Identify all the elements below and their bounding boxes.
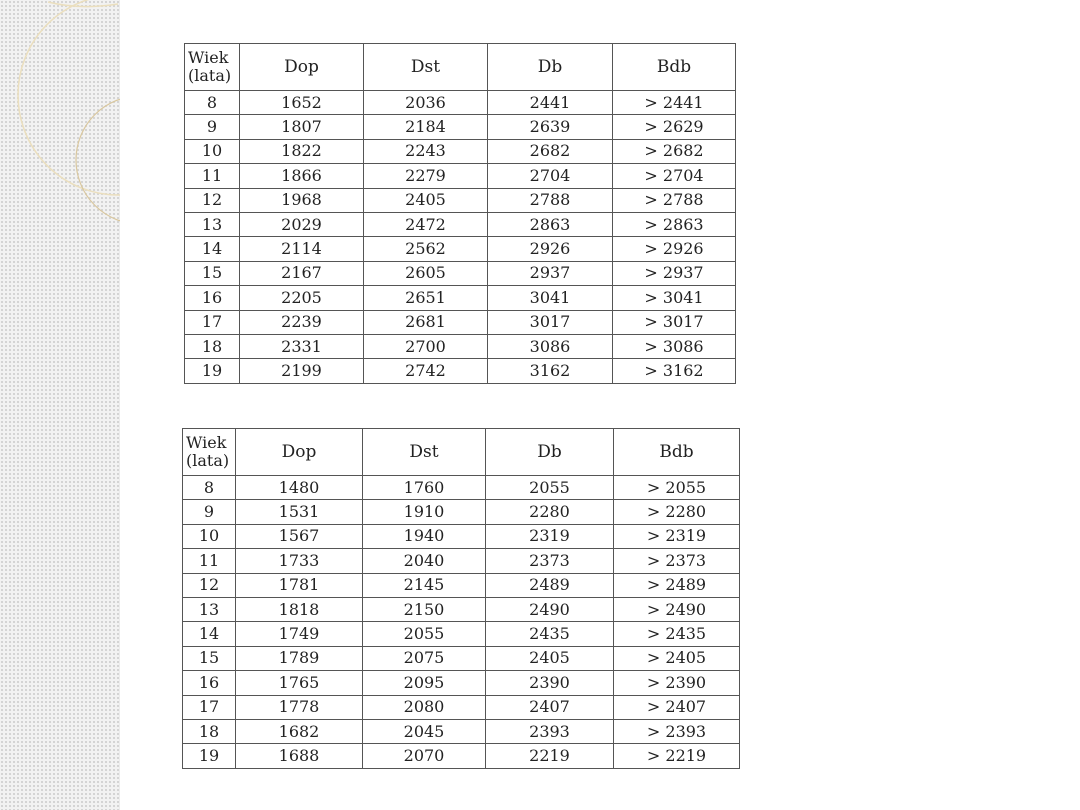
cell-age: 8 xyxy=(185,91,240,115)
cell-db: 3086 xyxy=(488,334,613,358)
col-header-age: Wiek (lata) xyxy=(185,44,240,91)
cell-dst: 2095 xyxy=(363,671,486,695)
cell-bdb: > 3162 xyxy=(613,359,736,383)
cell-dst: 2605 xyxy=(364,261,488,285)
cell-dst: 2150 xyxy=(363,597,486,621)
table-row xyxy=(183,719,740,743)
cell-bdb: > 2390 xyxy=(614,671,740,695)
cell-bdb: > 2926 xyxy=(613,237,736,261)
cell-dop: 1789 xyxy=(236,646,363,670)
cell-dst: 2045 xyxy=(363,719,486,743)
col-header-db: Db xyxy=(488,44,613,91)
cell-age: 13 xyxy=(183,597,236,621)
cell-age: 15 xyxy=(183,646,236,670)
cell-dop: 1567 xyxy=(236,524,363,548)
cell-dst: 2700 xyxy=(364,334,488,358)
col-header-bdb: Bdb xyxy=(613,44,736,91)
cell-dst: 1760 xyxy=(363,476,486,500)
cell-bdb: > 2219 xyxy=(614,744,740,768)
cell-dst: 2070 xyxy=(363,744,486,768)
table-body xyxy=(183,476,740,769)
cell-age: 13 xyxy=(185,212,240,236)
table-row xyxy=(183,671,740,695)
cell-dst: 2279 xyxy=(364,164,488,188)
col-header-db: Db xyxy=(486,429,614,476)
cell-dop: 1682 xyxy=(236,719,363,743)
cell-dop: 1968 xyxy=(240,188,364,212)
table-row xyxy=(183,646,740,670)
col-header-dst: Dst xyxy=(364,44,488,91)
cell-bdb: > 2788 xyxy=(613,188,736,212)
cell-bdb: > 2373 xyxy=(614,549,740,573)
cell-age: 18 xyxy=(183,719,236,743)
cell-db: 2435 xyxy=(486,622,614,646)
cell-dop: 1807 xyxy=(240,115,364,139)
cell-dop: 1778 xyxy=(236,695,363,719)
cell-age: 8 xyxy=(183,476,236,500)
cell-db: 2704 xyxy=(488,164,613,188)
cell-age: 14 xyxy=(183,622,236,646)
cell-dop: 2029 xyxy=(240,212,364,236)
cell-db: 2863 xyxy=(488,212,613,236)
cell-dop: 1822 xyxy=(240,139,364,163)
cell-dst: 2075 xyxy=(363,646,486,670)
cell-bdb: > 3041 xyxy=(613,286,736,310)
cell-dop: 1733 xyxy=(236,549,363,573)
cell-dst: 2055 xyxy=(363,622,486,646)
cell-db: 2937 xyxy=(488,261,613,285)
cell-dst: 1940 xyxy=(363,524,486,548)
cell-age: 11 xyxy=(183,549,236,573)
large-arc xyxy=(18,0,120,195)
cell-bdb: > 2280 xyxy=(614,500,740,524)
cell-bdb: > 2319 xyxy=(614,524,740,548)
cell-dst: 2742 xyxy=(364,359,488,383)
cell-bdb: > 2863 xyxy=(613,212,736,236)
cell-dst: 2681 xyxy=(364,310,488,334)
cell-age: 10 xyxy=(185,139,240,163)
cell-dop: 2167 xyxy=(240,261,364,285)
cell-dop: 1765 xyxy=(236,671,363,695)
col-header-bdb: Bdb xyxy=(614,429,740,476)
top-arc-fragment xyxy=(48,2,118,7)
cell-age: 11 xyxy=(185,164,240,188)
cell-age: 12 xyxy=(185,188,240,212)
cell-dop: 1781 xyxy=(236,573,363,597)
col-header-dop: Dop xyxy=(240,44,364,91)
cell-db: 2405 xyxy=(486,646,614,670)
table-row xyxy=(183,622,740,646)
cell-bdb: > 2407 xyxy=(614,695,740,719)
header-row xyxy=(183,429,740,476)
table-row xyxy=(185,261,736,285)
cell-db: 2441 xyxy=(488,91,613,115)
cell-dop: 2199 xyxy=(240,359,364,383)
decorative-arcs xyxy=(0,0,120,240)
table-row xyxy=(183,573,740,597)
table-row xyxy=(185,91,736,115)
cell-dst: 2184 xyxy=(364,115,488,139)
cell-db: 2219 xyxy=(486,744,614,768)
cell-db: 3162 xyxy=(488,359,613,383)
small-arc xyxy=(76,96,120,224)
cell-db: 2788 xyxy=(488,188,613,212)
cell-dop: 1818 xyxy=(236,597,363,621)
cell-age: 17 xyxy=(183,695,236,719)
cell-dst: 2472 xyxy=(364,212,488,236)
table-row xyxy=(185,188,736,212)
cell-bdb: > 2055 xyxy=(614,476,740,500)
cell-dst: 1910 xyxy=(363,500,486,524)
cell-db: 2682 xyxy=(488,139,613,163)
cell-dop: 1480 xyxy=(236,476,363,500)
table-row xyxy=(183,744,740,768)
table-row xyxy=(185,286,736,310)
cell-bdb: > 2393 xyxy=(614,719,740,743)
table-row xyxy=(185,115,736,139)
table-row xyxy=(185,359,736,383)
cell-age: 17 xyxy=(185,310,240,334)
cell-age: 16 xyxy=(183,671,236,695)
cell-age: 19 xyxy=(183,744,236,768)
cell-db: 3017 xyxy=(488,310,613,334)
table-row xyxy=(185,237,736,261)
cell-db: 2373 xyxy=(486,549,614,573)
table-row xyxy=(183,476,740,500)
cell-age: 12 xyxy=(183,573,236,597)
cell-dst: 2562 xyxy=(364,237,488,261)
cell-db: 2393 xyxy=(486,719,614,743)
cell-bdb: > 2682 xyxy=(613,139,736,163)
cell-bdb: > 2629 xyxy=(613,115,736,139)
table-row xyxy=(183,549,740,573)
energy-table-1 xyxy=(184,43,736,384)
header-row xyxy=(185,44,736,91)
table-row xyxy=(185,164,736,188)
cell-dst: 2405 xyxy=(364,188,488,212)
cell-db: 3041 xyxy=(488,286,613,310)
cell-db: 2489 xyxy=(486,573,614,597)
cell-bdb: > 2704 xyxy=(613,164,736,188)
cell-db: 2390 xyxy=(486,671,614,695)
cell-dop: 2331 xyxy=(240,334,364,358)
col-header-age: Wiek (lata) xyxy=(183,429,236,476)
cell-dst: 2145 xyxy=(363,573,486,597)
cell-db: 2319 xyxy=(486,524,614,548)
table-row xyxy=(185,139,736,163)
cell-bdb: > 2435 xyxy=(614,622,740,646)
table-row xyxy=(183,597,740,621)
cell-dop: 2239 xyxy=(240,310,364,334)
cell-dop: 2205 xyxy=(240,286,364,310)
cell-bdb: > 2489 xyxy=(614,573,740,597)
cell-db: 2280 xyxy=(486,500,614,524)
cell-age: 9 xyxy=(185,115,240,139)
cell-db: 2055 xyxy=(486,476,614,500)
cell-db: 2490 xyxy=(486,597,614,621)
cell-dop: 2114 xyxy=(240,237,364,261)
cell-age: 16 xyxy=(185,286,240,310)
cell-bdb: > 2405 xyxy=(614,646,740,670)
cell-dst: 2040 xyxy=(363,549,486,573)
cell-dop: 1531 xyxy=(236,500,363,524)
table-row xyxy=(183,500,740,524)
cell-db: 2639 xyxy=(488,115,613,139)
cell-dst: 2036 xyxy=(364,91,488,115)
cell-db: 2926 xyxy=(488,237,613,261)
table-body xyxy=(185,91,736,384)
cell-bdb: > 3086 xyxy=(613,334,736,358)
energy-table-2 xyxy=(182,428,740,769)
cell-bdb: > 3017 xyxy=(613,310,736,334)
cell-dst: 2651 xyxy=(364,286,488,310)
cell-dop: 1688 xyxy=(236,744,363,768)
cell-bdb: > 2937 xyxy=(613,261,736,285)
cell-age: 18 xyxy=(185,334,240,358)
cell-age: 10 xyxy=(183,524,236,548)
table-row xyxy=(183,524,740,548)
cell-db: 2407 xyxy=(486,695,614,719)
cell-dst: 2080 xyxy=(363,695,486,719)
cell-dop: 1652 xyxy=(240,91,364,115)
table-row xyxy=(185,212,736,236)
cell-age: 9 xyxy=(183,500,236,524)
cell-dst: 2243 xyxy=(364,139,488,163)
cell-dop: 1866 xyxy=(240,164,364,188)
cell-bdb: > 2490 xyxy=(614,597,740,621)
col-header-dop: Dop xyxy=(236,429,363,476)
cell-dop: 1749 xyxy=(236,622,363,646)
col-header-dst: Dst xyxy=(363,429,486,476)
cell-age: 14 xyxy=(185,237,240,261)
cell-age: 19 xyxy=(185,359,240,383)
table-row xyxy=(185,310,736,334)
cell-bdb: > 2441 xyxy=(613,91,736,115)
cell-age: 15 xyxy=(185,261,240,285)
table-row xyxy=(183,695,740,719)
table-row xyxy=(185,334,736,358)
